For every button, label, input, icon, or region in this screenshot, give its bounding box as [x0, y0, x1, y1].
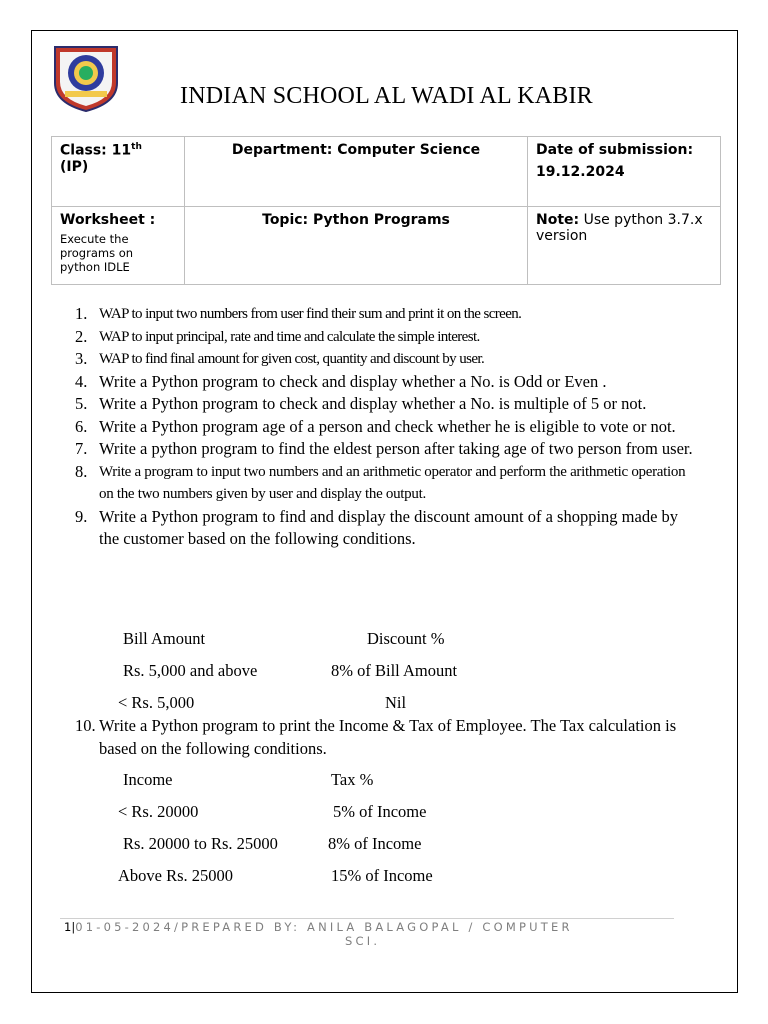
discount-header-amount: Bill Amount: [123, 629, 206, 648]
discount-row1-amount: Rs. 5,000 and above: [123, 661, 258, 680]
task-list-continued: [75, 715, 695, 760]
tax-row1-income: < Rs. 20000: [118, 802, 199, 821]
list-item: 1. WAP to input two numbers from user find their sum and print it on the screen.: [75, 304, 522, 323]
class-sup: th: [131, 142, 142, 152]
class-cell: [52, 137, 185, 207]
tax-row3-income: Above Rs. 25000: [118, 866, 234, 885]
list-item: 6. Write a Python program age of a person and check whether he is eligible to vote or not.: [75, 416, 676, 436]
tax-row2-income: Rs. 20000 to Rs. 25000: [123, 834, 278, 853]
class-stream: (IP): [60, 158, 89, 175]
discount-row1-percent: 8% of Bill Amount: [331, 661, 458, 680]
worksheet-note: Execute the programs on python IDLE: [60, 232, 134, 274]
task-list: [75, 303, 695, 551]
date-cell: [528, 137, 721, 207]
page-number: 1: [64, 920, 72, 934]
date-value: 19.12.2024: [536, 164, 625, 180]
discount-row2-percent: Nil: [385, 693, 407, 712]
note-text: Use python 3.7.x version: [536, 212, 703, 244]
list-item: 5. Write a Python program to check and display whether a No. is multiple of 5 or not.: [75, 394, 647, 413]
info-table: [51, 136, 721, 285]
list-item: 10. Write a Python program to print the Income & Tax of Employee. The Tax calculation is based on the following conditions.: [75, 716, 677, 758]
list-item: 9. Write a Python program to find and display the discount amount of a shopping made by the customer based on the following conditions.: [75, 506, 679, 548]
footer-line1: 01-05-2024/PREPARED BY: ANILA BALAGOPAL / COMPUTER: [75, 920, 573, 934]
list-item: 2. WAP to input principal, rate and time and calculate the simple interest.: [75, 326, 480, 346]
note-label: Note:: [536, 212, 580, 228]
school-logo-icon: [51, 43, 121, 113]
department-text: Department: Computer Science: [231, 142, 481, 158]
worksheet-label: Worksheet :: [60, 212, 156, 228]
topic-text: Topic: Python Programs: [262, 212, 450, 228]
worksheet-cell: [52, 207, 185, 285]
note-cell: [528, 207, 721, 285]
tax-row1-percent: 5% of Income: [333, 802, 427, 821]
footer-separator: |: [71, 920, 76, 934]
list-item: 3. WAP to find final amount for given cost, quantity and discount by user.: [75, 349, 485, 368]
footer-divider: [60, 918, 674, 919]
department-cell: [185, 137, 528, 207]
tax-header-percent: Tax %: [331, 770, 374, 789]
list-item: 8. Write a program to input two numbers and an arithmetic operator and perform the arithmetic operation on the two numbers given by user and display the output.: [75, 461, 686, 502]
list-item: 4. Write a Python program to check and display whether a No. is Odd or Even .: [75, 371, 607, 391]
discount-header-percent: Discount %: [367, 629, 445, 648]
list-item: 7. Write a python program to find the eldest person after taking age of two person from user.: [75, 439, 693, 458]
tax-header-income: Income: [123, 770, 173, 789]
topic-cell: [185, 207, 528, 285]
discount-row2-amount: < Rs. 5,000: [118, 693, 195, 712]
tax-row2-percent: 8% of Income: [328, 834, 422, 853]
tax-row3-percent: 15% of Income: [331, 866, 433, 885]
date-label: Date of submission:: [536, 142, 694, 158]
footer-line2: SCI.: [345, 934, 381, 948]
class-label: Class: 11: [60, 142, 132, 159]
footer: [64, 920, 684, 948]
school-name: INDIAN SCHOOL AL WADI AL KABIR: [180, 83, 593, 109]
